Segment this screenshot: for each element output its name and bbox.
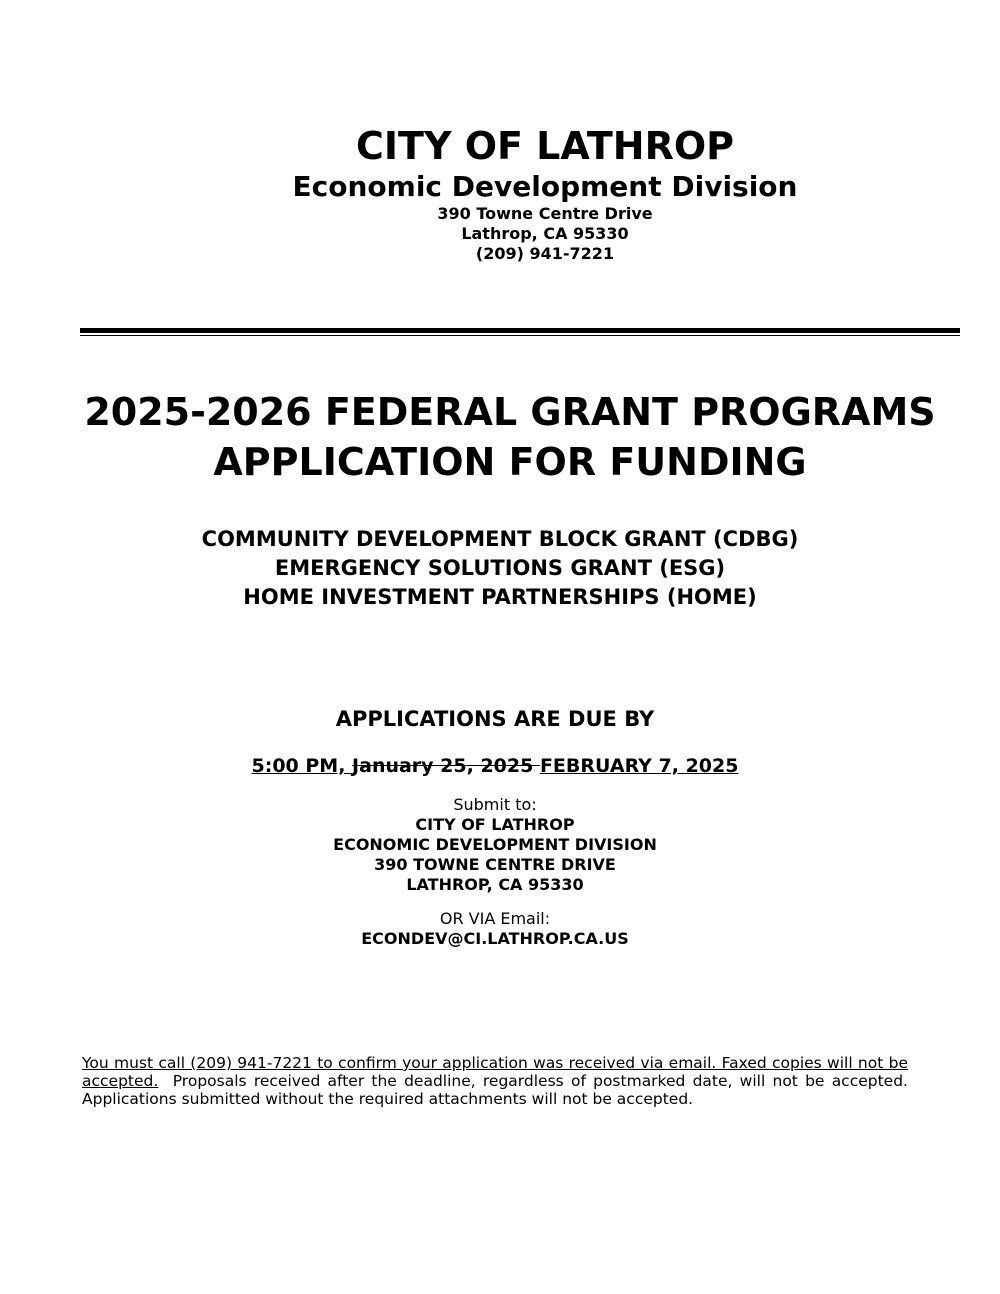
org-header	[240, 122, 850, 264]
horizontal-rule	[80, 328, 960, 336]
program-home: HOME INVESTMENT PARTNERSHIPS (HOME)	[243, 585, 757, 609]
submit-division: ECONOMIC DEVELOPMENT DIVISION	[333, 835, 657, 854]
division-name: Economic Development Division	[292, 170, 798, 203]
deadline-date	[140, 753, 850, 779]
program-esg: EMERGENCY SOLUTIONS GRANT (ESG)	[274, 556, 726, 580]
deadline-new-date: FEBRUARY 7, 2025	[539, 755, 739, 777]
submit-city: LATHROP, CA 95330	[406, 875, 584, 894]
notice-rest: Proposals received after the deadline, regardless of postmarked date, will not be accepted. Applications submitted without the required attachments will not be accepted.	[82, 1072, 918, 1108]
deadline-old-date: January 25, 2025	[352, 755, 540, 777]
title-line-2: APPLICATION FOR FUNDING	[213, 440, 807, 484]
address-street: 390 Towne Centre Drive	[437, 204, 653, 223]
deadline-label: APPLICATIONS ARE DUE BY	[335, 707, 655, 731]
address-city: Lathrop, CA 95330	[461, 224, 629, 243]
submit-org: CITY OF LATHROP	[415, 815, 575, 834]
title-line-1: 2025-2026 FEDERAL GRANT PROGRAMS	[84, 390, 936, 434]
program-cdbg: COMMUNITY DEVELOPMENT BLOCK GRANT (CDBG)	[201, 527, 799, 551]
notice-underlined: You must call (209) 941-7221 to confirm your application was received via email. Faxed copies will not be accepted.	[82, 1054, 908, 1090]
submit-info	[240, 795, 750, 949]
address-phone: (209) 941-7221	[475, 244, 615, 263]
submit-street: 390 TOWNE CENTRE DRIVE	[374, 855, 616, 874]
notice-paragraph	[82, 1054, 918, 1108]
email-label: OR VIA Email:	[439, 909, 551, 928]
program-list	[100, 525, 900, 612]
org-name: CITY OF LATHROP	[356, 124, 734, 168]
document-title	[40, 387, 980, 487]
submit-email: ECONDEV@CI.LATHROP.CA.US	[361, 929, 629, 948]
deadline-time: 5:00 PM,	[251, 755, 353, 777]
submit-label: Submit to:	[453, 795, 537, 814]
